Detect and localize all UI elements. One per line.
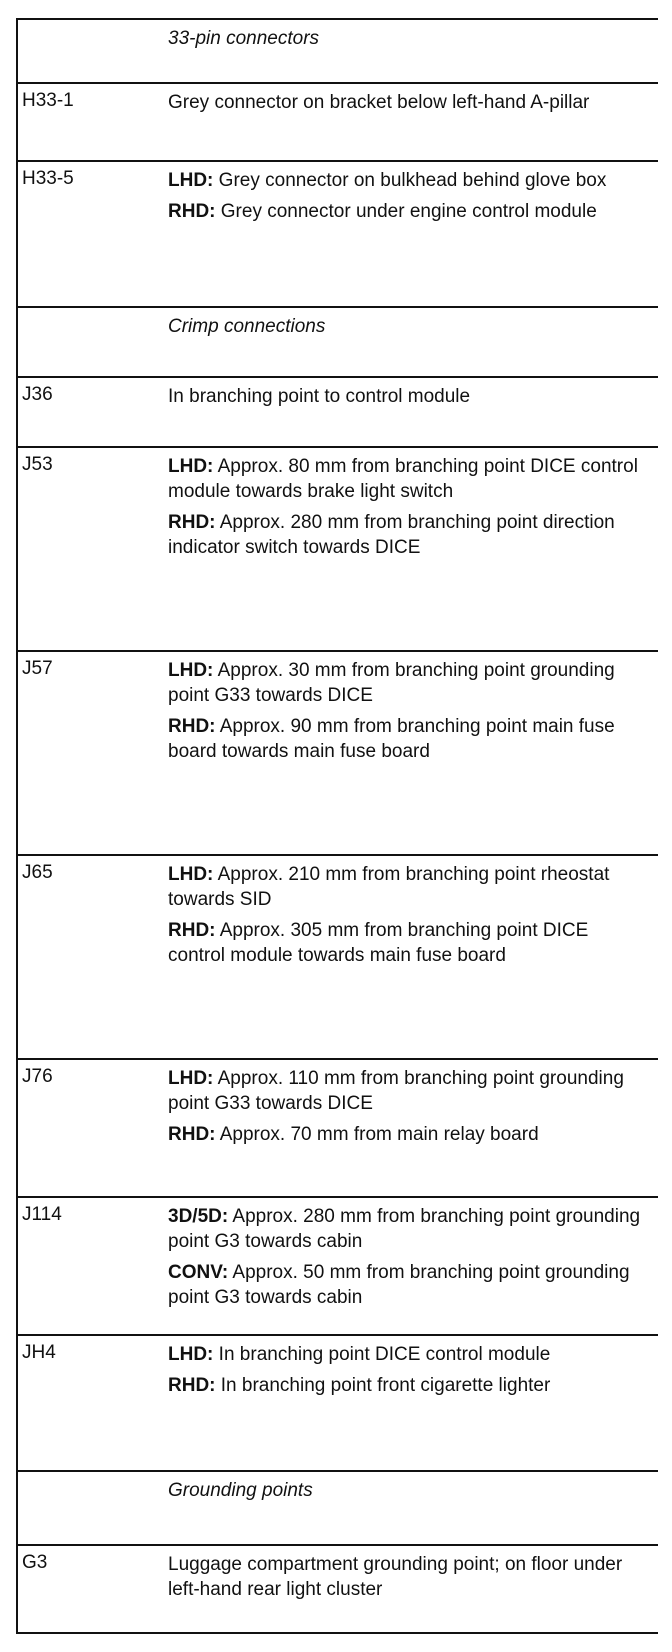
description-paragraph: [168, 1478, 648, 1503]
description-text: Crimp connections: [168, 316, 326, 337]
location-description: [168, 862, 648, 974]
description-text: In branching point to control module: [168, 386, 471, 407]
description-text: In branching point front cigarette lighter: [215, 1375, 551, 1396]
location-description: [168, 454, 648, 566]
variant-label: RHD:: [168, 1124, 216, 1145]
table-row: [18, 650, 658, 854]
variant-label: RHD:: [168, 1375, 216, 1396]
location-description: [168, 90, 648, 121]
variant-label: RHD:: [168, 201, 216, 222]
section-header-row: [18, 1470, 658, 1544]
location-description: [168, 1552, 648, 1608]
table-row: [18, 1334, 658, 1470]
description-paragraph: [168, 1342, 648, 1367]
variant-label: 3D/5D:: [168, 1206, 229, 1227]
variant-label: RHD:: [168, 512, 216, 533]
variant-label: RHD:: [168, 716, 216, 737]
description-paragraph: [168, 1552, 648, 1602]
component-id: J114: [22, 1204, 62, 1225]
variant-label: CONV:: [168, 1262, 229, 1283]
section-title: [168, 1478, 648, 1509]
component-id: G3: [22, 1552, 48, 1573]
description-paragraph: [168, 1066, 648, 1116]
section-title: [168, 314, 648, 345]
description-paragraph: [168, 168, 648, 193]
component-id: JH4: [22, 1342, 56, 1363]
description-text: Approx. 280 mm from branching point direction indicator switch towards DICE: [168, 512, 615, 558]
description-text: Approx. 90 mm from branching point main fuse board towards main fuse board: [168, 716, 615, 762]
variant-label: LHD:: [168, 1068, 214, 1089]
table-row: [18, 446, 658, 650]
component-id: J57: [22, 658, 53, 679]
description-text: Grey connector under engine control module: [215, 201, 597, 222]
component-id: H33-5: [22, 168, 74, 189]
location-description: [168, 1342, 648, 1404]
description-text: Approx. 210 mm from branching point rheostat towards SID: [168, 864, 610, 910]
description-paragraph: [168, 1122, 648, 1147]
location-description: [168, 658, 648, 770]
table-row: [18, 376, 658, 446]
section-header-row: [18, 18, 658, 82]
variant-label: LHD:: [168, 1344, 214, 1365]
description-paragraph: [168, 658, 648, 708]
description-text: Approx. 50 mm from branching point grounding point G3 towards cabin: [168, 1262, 630, 1308]
location-description: [168, 1066, 648, 1153]
description-paragraph: [168, 714, 648, 764]
description-paragraph: [168, 1260, 648, 1310]
table-row: [18, 160, 658, 306]
variant-label: LHD:: [168, 170, 214, 191]
description-paragraph: [168, 90, 648, 115]
description-paragraph: [168, 199, 648, 224]
description-paragraph: [168, 26, 648, 51]
location-description: [168, 168, 648, 230]
section-title: [168, 26, 648, 57]
description-text: Approx. 30 mm from branching point grounding point G33 towards DICE: [168, 660, 615, 706]
section-header-row: [18, 306, 658, 376]
component-id: J65: [22, 862, 53, 883]
description-paragraph: [168, 1204, 648, 1254]
description-text: Approx. 280 mm from branching point grounding point G3 towards cabin: [168, 1206, 641, 1252]
component-id: J36: [22, 384, 53, 405]
component-id: J53: [22, 454, 53, 475]
location-description: [168, 384, 648, 415]
variant-label: LHD:: [168, 660, 214, 681]
description-text: Approx. 70 mm from main relay board: [215, 1124, 539, 1145]
description-paragraph: [168, 1373, 648, 1398]
table-row: [18, 1544, 658, 1634]
description-paragraph: [168, 384, 648, 409]
description-text: In branching point DICE control module: [213, 1344, 551, 1365]
variant-label: RHD:: [168, 920, 216, 941]
description-paragraph: [168, 454, 648, 504]
component-id: H33-1: [22, 90, 74, 111]
variant-label: LHD:: [168, 864, 214, 885]
table-row: [18, 1196, 658, 1334]
description-text: Approx. 110 mm from branching point grounding point G33 towards DICE: [168, 1068, 624, 1114]
description-paragraph: [168, 314, 648, 339]
description-text: 33-pin connectors: [168, 28, 320, 49]
table-row: [18, 1058, 658, 1196]
description-paragraph: [168, 862, 648, 912]
connector-table: [16, 18, 658, 1634]
location-description: [168, 1204, 648, 1316]
table-row: [18, 82, 658, 160]
table-row: [18, 854, 658, 1058]
variant-label: LHD:: [168, 456, 214, 477]
description-text: Approx. 80 mm from branching point DICE control module towards brake light switch: [168, 456, 638, 502]
description-text: Approx. 305 mm from branching point DICE control module towards main fuse board: [168, 920, 589, 966]
description-text: Grounding points: [168, 1480, 313, 1501]
description-text: Grey connector on bulkhead behind glove box: [213, 170, 607, 191]
component-id: J76: [22, 1066, 53, 1087]
description-paragraph: [168, 918, 648, 968]
description-text: Luggage compartment grounding point; on floor under left-hand rear light cluster: [168, 1554, 623, 1600]
description-paragraph: [168, 510, 648, 560]
description-text: Grey connector on bracket below left-hand A-pillar: [168, 92, 590, 113]
